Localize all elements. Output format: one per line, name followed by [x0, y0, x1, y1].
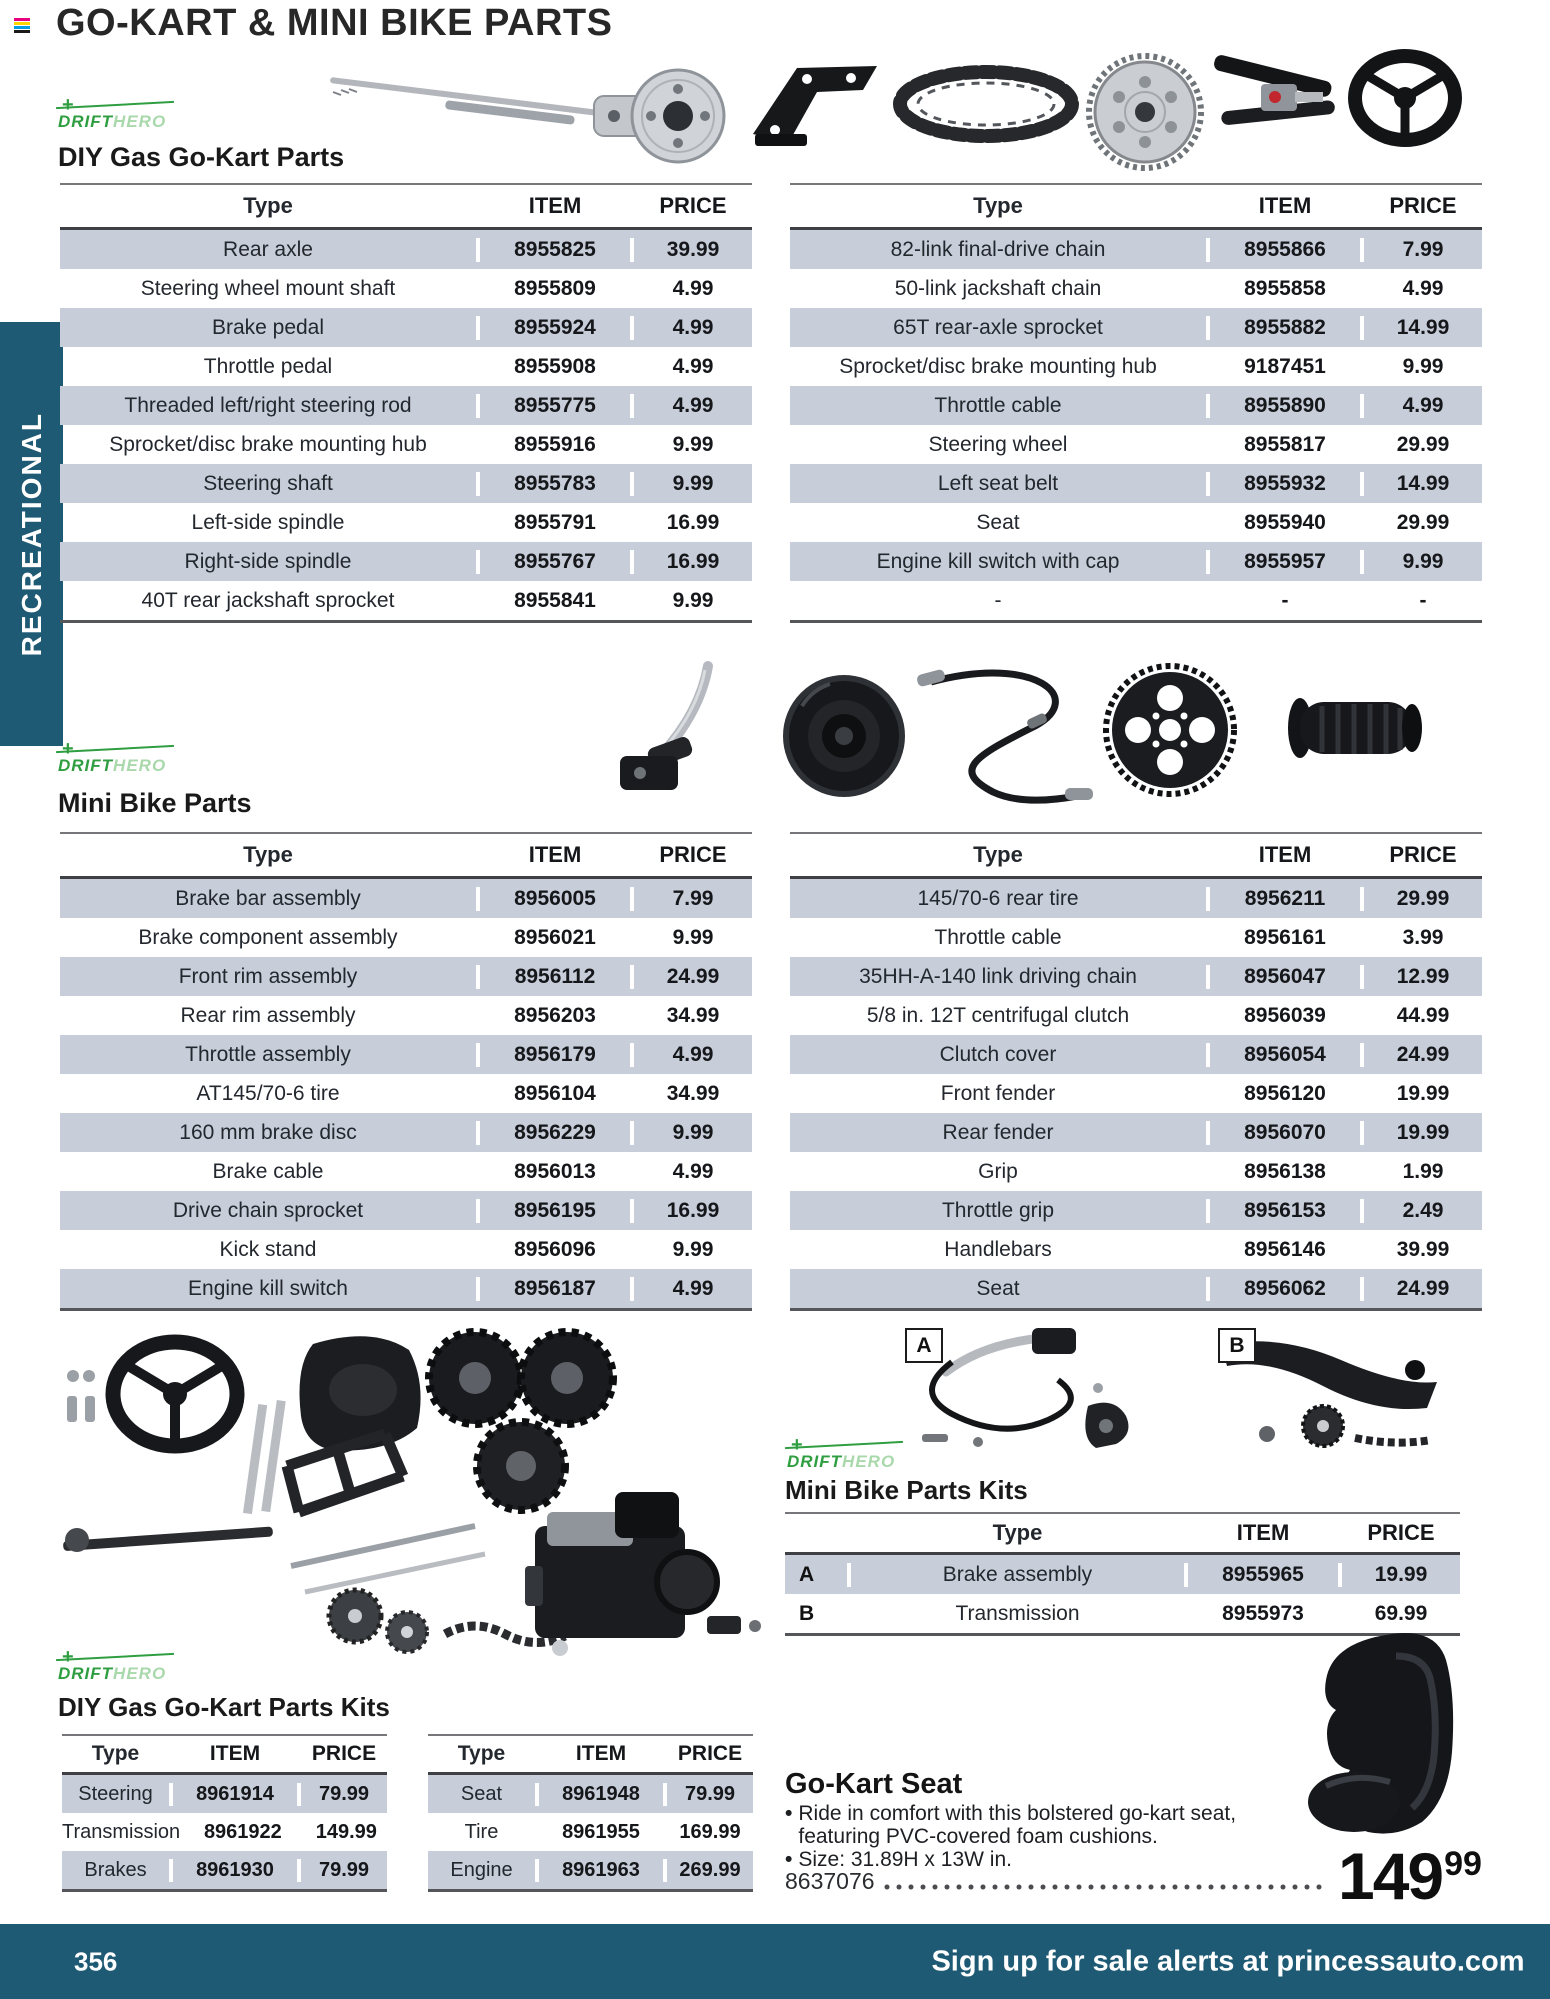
cell-price: 39.99 — [1360, 1238, 1482, 1262]
mini-parts-heading: Mini Bike Parts — [58, 788, 252, 818]
column-header-type: Type — [243, 842, 293, 867]
table-row — [790, 957, 1482, 996]
drifthero-logo: + DRIFTHERO — [58, 1664, 166, 1684]
cell-price: 29.99 — [1360, 433, 1482, 457]
table-row — [60, 918, 752, 957]
cell-type: Steering — [78, 1782, 153, 1805]
table-row — [790, 1191, 1482, 1230]
column-header-item: ITEM — [1184, 1520, 1338, 1546]
cell-item: 8956138 — [1206, 1160, 1360, 1184]
cell-type: Brake component assembly — [138, 925, 398, 949]
cell-type: Brake assembly — [942, 1562, 1093, 1586]
page-number: 356 — [74, 1946, 118, 1976]
table-row — [790, 503, 1482, 542]
cell-price: 9.99 — [630, 926, 752, 950]
column-header-item: ITEM — [1206, 193, 1360, 219]
cell-price: 79.99 — [297, 1859, 387, 1882]
cell-item: 8956104 — [476, 1082, 630, 1106]
cell-item: 8955908 — [476, 355, 630, 379]
cell-item: 8955791 — [476, 511, 630, 535]
logo-spark-icon: + — [62, 94, 75, 116]
cell-type: 40T rear jackshaft sprocket — [141, 588, 395, 612]
cell-item: 8955957 — [1206, 550, 1360, 574]
cell-price: 1.99 — [1360, 1160, 1482, 1184]
cell-item: 8955916 — [476, 433, 630, 457]
cell-item: 8955940 — [1206, 511, 1360, 535]
table-row — [790, 1113, 1482, 1152]
table-row — [60, 308, 752, 347]
column-header-item: ITEM — [476, 842, 630, 868]
cell-item: 8955775 — [476, 394, 630, 418]
cell-type: Steering wheel mount shaft — [140, 276, 396, 300]
cell-type: Right-side spindle — [184, 549, 352, 573]
cell-price: 9.99 — [630, 589, 752, 613]
grip-image — [1278, 670, 1434, 788]
cell-item: 8955825 — [476, 238, 630, 262]
cell-price: 24.99 — [630, 965, 752, 989]
table-row — [60, 1113, 752, 1152]
column-header-item: ITEM — [476, 193, 630, 219]
cell-type: Seat — [460, 1782, 503, 1805]
table-row — [790, 879, 1482, 918]
cell-price: 9.99 — [630, 433, 752, 457]
cell-price: 4.99 — [630, 1043, 752, 1067]
cell-item: 8956005 — [476, 887, 630, 911]
cell-type: Rear axle — [223, 237, 313, 261]
table-header — [785, 1512, 1460, 1555]
mini-kits-heading: Mini Bike Parts Kits — [785, 1475, 1028, 1505]
table-row — [60, 425, 752, 464]
cell-item: 9187451 — [1206, 355, 1360, 379]
cell-price: 29.99 — [1360, 887, 1482, 911]
table-row — [790, 996, 1482, 1035]
table-row — [785, 1555, 1460, 1594]
cell-item: 8955817 — [1206, 433, 1360, 457]
cell-item: 8956195 — [476, 1199, 630, 1223]
cell-type: 160 mm brake disc — [179, 1120, 357, 1144]
column-header-type: Type — [992, 1520, 1043, 1545]
table-row — [428, 1775, 753, 1813]
cell-type: Throttle cable — [934, 393, 1062, 417]
cell-price: 79.99 — [663, 1783, 753, 1806]
price-cents: 99 — [1444, 1845, 1482, 1883]
cell-type: 65T rear-axle sprocket — [893, 315, 1103, 339]
table-row — [790, 464, 1482, 503]
column-header-price: PRICE — [630, 842, 752, 868]
seat-belt-image — [1205, 50, 1345, 150]
table-row — [790, 1074, 1482, 1113]
cell-item: 8955783 — [476, 472, 630, 496]
column-header-type: Type — [91, 1742, 140, 1765]
column-header-price: PRICE — [1338, 1520, 1460, 1546]
table-row — [60, 269, 752, 308]
cell-item: 8956096 — [476, 1238, 630, 1262]
table-row — [60, 1230, 752, 1269]
column-header-item: ITEM — [1206, 842, 1360, 868]
cell-type: Rear rim assembly — [180, 1003, 356, 1027]
seat-item-line — [785, 1868, 1330, 1895]
print-registration-icon — [14, 18, 31, 35]
logo-spark-icon: + — [791, 1434, 804, 1456]
table-row — [60, 542, 752, 581]
cell-price: 29.99 — [1360, 511, 1482, 535]
cell-type: Transmission — [955, 1601, 1080, 1625]
section-tab-recreational — [0, 322, 63, 746]
table-row — [60, 347, 752, 386]
cell-type: Seat — [976, 510, 1020, 534]
cell-item: 8955973 — [1184, 1602, 1338, 1626]
cell-type: 50-link jackshaft chain — [894, 276, 1102, 300]
table-row — [790, 1230, 1482, 1269]
table-row — [428, 1813, 753, 1851]
throttle-cable-image — [915, 660, 1097, 810]
cell-type: Brake bar assembly — [175, 886, 361, 910]
cell-type: Kick stand — [219, 1237, 317, 1261]
cell-type: Steering shaft — [203, 471, 333, 495]
cell-item: 8955924 — [476, 316, 630, 340]
table-row — [790, 347, 1482, 386]
cell-type: Front rim assembly — [178, 964, 358, 988]
page-title: GO-KART & MINI BIKE PARTS — [56, 2, 613, 44]
cell-price: 24.99 — [1360, 1277, 1482, 1301]
cell-price: 4.99 — [1360, 277, 1482, 301]
footer-bar — [0, 1924, 1550, 1999]
kit-a-label: A — [905, 1328, 943, 1363]
column-header-type: Type — [973, 193, 1023, 218]
table-row — [60, 957, 752, 996]
cell-item: 8955890 — [1206, 394, 1360, 418]
table-row — [790, 269, 1482, 308]
table-row — [790, 230, 1482, 269]
dot-leader — [881, 1878, 1328, 1892]
cell-item: 8956229 — [476, 1121, 630, 1145]
cell-item: 8955841 — [476, 589, 630, 613]
footer-signup-text: Sign up for sale alerts at princessauto.com — [931, 1945, 1525, 1977]
diy-kits-table-left — [62, 1734, 387, 1892]
cell-item: 8961955 — [535, 1821, 663, 1844]
cell-price: 9.99 — [630, 472, 752, 496]
cell-type: Brake pedal — [211, 315, 325, 339]
section-tab-label: RECREATIONAL — [15, 411, 47, 657]
price-dollars: 149 — [1338, 1839, 1443, 1913]
column-header-type: Type — [457, 1742, 506, 1765]
cell-item: 8961914 — [169, 1783, 297, 1806]
cell-item: 8956039 — [1206, 1004, 1360, 1028]
seat-product-heading: Go-Kart Seat — [785, 1768, 963, 1800]
cell-price: 4.99 — [630, 277, 752, 301]
table-row — [60, 386, 752, 425]
cell-price: 14.99 — [1360, 316, 1482, 340]
cell-item: 8955767 — [476, 550, 630, 574]
table-row — [790, 386, 1482, 425]
table-row — [60, 464, 752, 503]
sprocket-image — [1085, 48, 1205, 176]
cell-type: Transmission — [62, 1820, 181, 1843]
cell-type: Drive chain sprocket — [172, 1198, 364, 1222]
cell-price: 4.99 — [1360, 394, 1482, 418]
column-header-item: ITEM — [169, 1742, 297, 1766]
cell-item: - — [1206, 589, 1360, 613]
diy-parts-table-left — [60, 183, 752, 623]
cell-item: 8956161 — [1206, 926, 1360, 950]
table-header — [790, 832, 1482, 879]
cell-item: 8956187 — [476, 1277, 630, 1301]
table-row — [60, 503, 752, 542]
table-row — [428, 1851, 753, 1889]
cell-price: 7.99 — [1360, 238, 1482, 262]
cell-item: 8956013 — [476, 1160, 630, 1184]
cell-item: 8961922 — [180, 1821, 301, 1844]
cell-type: Handlebars — [944, 1237, 1052, 1261]
kit-b-label: B — [1218, 1328, 1256, 1363]
cell-item: 8961963 — [535, 1859, 663, 1882]
cell-price: 3.99 — [1360, 926, 1482, 950]
cell-price: 16.99 — [630, 1199, 752, 1223]
column-header-price: PRICE — [297, 1742, 387, 1766]
rear-sprocket-image — [1098, 652, 1244, 810]
diy-kit-collage-image — [55, 1316, 770, 1676]
table-row — [60, 1074, 752, 1113]
table-row — [60, 996, 752, 1035]
cell-kit-label: B — [785, 1602, 851, 1626]
column-header-item: ITEM — [535, 1742, 663, 1766]
cell-type: Sprocket/disc brake mounting hub — [109, 432, 427, 456]
cell-type: Sprocket/disc brake mounting hub — [839, 354, 1157, 378]
cell-item: 8961930 — [169, 1859, 297, 1882]
cell-type: Throttle assembly — [185, 1042, 351, 1066]
mini-parts-table-left — [60, 832, 752, 1311]
cell-type: Brakes — [84, 1858, 147, 1881]
cell-price: 39.99 — [630, 238, 752, 262]
cell-price: 19.99 — [1338, 1563, 1460, 1587]
seat-price — [1338, 1838, 1480, 1914]
table-row — [790, 308, 1482, 347]
cell-price: 9.99 — [1360, 355, 1482, 379]
cell-item: 8956153 — [1206, 1199, 1360, 1223]
seat-item-number: 8637076 — [785, 1868, 875, 1894]
logo-spark-icon: + — [62, 738, 75, 760]
cell-price: 19.99 — [1360, 1121, 1482, 1145]
table-row — [62, 1813, 387, 1851]
cell-type: 145/70-6 rear tire — [917, 886, 1079, 910]
cell-type: Throttle grip — [941, 1198, 1055, 1222]
table-row — [62, 1851, 387, 1889]
cell-price: 9.99 — [1360, 550, 1482, 574]
cell-item: 8956203 — [476, 1004, 630, 1028]
cell-price: 4.99 — [630, 355, 752, 379]
cell-type: Grip — [978, 1159, 1018, 1183]
cell-item: 8956112 — [476, 965, 630, 989]
table-row — [60, 879, 752, 918]
column-header-type: Type — [243, 193, 293, 218]
drifthero-logo: + DRIFTHERO — [58, 112, 166, 132]
cell-item: 8956062 — [1206, 1277, 1360, 1301]
chain-image — [890, 58, 1082, 150]
cell-price: 2.49 — [1360, 1199, 1482, 1223]
cell-type: Left-side spindle — [191, 510, 345, 534]
steering-wheel-image — [1348, 48, 1464, 148]
cell-item: 8956211 — [1206, 887, 1360, 911]
cell-item: 8955932 — [1206, 472, 1360, 496]
gokart-seat-image — [1298, 1628, 1463, 1840]
cell-item: 8956047 — [1206, 965, 1360, 989]
cell-price: 9.99 — [630, 1121, 752, 1145]
column-header-price: PRICE — [663, 1742, 753, 1766]
cell-price: 19.99 — [1360, 1082, 1482, 1106]
table-header — [428, 1734, 753, 1775]
cell-item: 8955882 — [1206, 316, 1360, 340]
cell-item: 8956054 — [1206, 1043, 1360, 1067]
cell-type: Throttle cable — [934, 925, 1062, 949]
pedal-bracket-image — [745, 56, 885, 151]
mini-kits-table — [785, 1512, 1460, 1636]
cell-item: 8955858 — [1206, 277, 1360, 301]
cell-price: 4.99 — [630, 316, 752, 340]
cell-type: 5/8 in. 12T centrifugal clutch — [866, 1003, 1130, 1027]
cell-type: Seat — [976, 1276, 1020, 1300]
mini-parts-table-right — [790, 832, 1482, 1311]
table-header — [60, 832, 752, 879]
axle-flange-image — [590, 52, 730, 187]
cell-price: 24.99 — [1360, 1043, 1482, 1067]
cell-price: 34.99 — [630, 1082, 752, 1106]
cell-item: 8961948 — [535, 1783, 663, 1806]
cell-type: Brake cable — [212, 1159, 324, 1183]
table-row — [60, 1035, 752, 1074]
cell-price: 9.99 — [630, 1238, 752, 1262]
drifthero-logo: + DRIFTHERO — [787, 1452, 895, 1472]
table-row — [60, 1152, 752, 1191]
cell-price: 44.99 — [1360, 1004, 1482, 1028]
cell-item: 8956070 — [1206, 1121, 1360, 1145]
cell-type: Throttle pedal — [203, 354, 333, 378]
table-row — [60, 1191, 752, 1230]
table-row — [790, 1035, 1482, 1074]
cell-type: Clutch cover — [939, 1042, 1057, 1066]
cell-price: 149.99 — [302, 1821, 387, 1844]
cell-type: Steering wheel — [928, 432, 1068, 456]
cell-type: - — [994, 588, 1002, 612]
diy-parts-heading: DIY Gas Go-Kart Parts — [58, 142, 345, 172]
cell-price: 4.99 — [630, 1277, 752, 1301]
cell-item: 8955965 — [1184, 1563, 1338, 1587]
cell-item: 8956120 — [1206, 1082, 1360, 1106]
table-header — [60, 183, 752, 230]
cell-type: Engine — [450, 1858, 513, 1881]
cell-price: 4.99 — [630, 394, 752, 418]
diy-parts-table-right — [790, 183, 1482, 623]
cell-type: Engine kill switch — [188, 1276, 348, 1300]
brake-lever-image — [612, 658, 722, 808]
cell-price: 4.99 — [630, 1160, 752, 1184]
table-row — [790, 1269, 1482, 1308]
table-row — [790, 542, 1482, 581]
column-header-price: PRICE — [1360, 193, 1482, 219]
cell-type: Left seat belt — [937, 471, 1059, 495]
table-row — [790, 918, 1482, 957]
cell-price: 12.99 — [1360, 965, 1482, 989]
column-header-price: PRICE — [1360, 842, 1482, 868]
cell-type: Front fender — [940, 1081, 1056, 1105]
cell-item: 8955809 — [476, 277, 630, 301]
cell-price: 16.99 — [630, 511, 752, 535]
cell-item: 8956146 — [1206, 1238, 1360, 1262]
diy-kits-heading: DIY Gas Go-Kart Parts Kits — [58, 1692, 390, 1722]
column-header-price: PRICE — [630, 193, 752, 219]
cell-type: Tire — [464, 1820, 499, 1843]
table-row — [790, 581, 1482, 620]
seat-product-bullets — [785, 1802, 1265, 1871]
cell-item: 8956179 — [476, 1043, 630, 1067]
cell-item: 8956021 — [476, 926, 630, 950]
bullet-item: • Size: 31.89H x 13W in. — [785, 1848, 1265, 1871]
column-header-type: Type — [973, 842, 1023, 867]
diy-kits-table-right — [428, 1734, 753, 1892]
cell-price: 169.99 — [663, 1821, 753, 1844]
table-row — [60, 1269, 752, 1308]
logo-spark-icon: + — [62, 1646, 75, 1668]
bullet-item: • Ride in comfort with this bolstered go-kart seat, featuring PVC-covered foam cushions. — [785, 1802, 1265, 1848]
cell-price: 79.99 — [297, 1783, 387, 1806]
drifthero-logo: + DRIFTHERO — [58, 756, 166, 776]
table-row — [60, 581, 752, 620]
cell-price: 16.99 — [630, 550, 752, 574]
cell-price: 34.99 — [630, 1004, 752, 1028]
cell-type: Engine kill switch with cap — [876, 549, 1120, 573]
table-row — [790, 425, 1482, 464]
table-header — [790, 183, 1482, 230]
cell-type: 82-link final-drive chain — [890, 237, 1106, 261]
cell-type: AT145/70-6 tire — [196, 1081, 340, 1105]
cell-item: 8955866 — [1206, 238, 1360, 262]
cell-kit-label: A — [785, 1563, 851, 1587]
cell-price: - — [1360, 589, 1482, 613]
table-row — [790, 1152, 1482, 1191]
cell-type: 35HH-A-140 link driving chain — [859, 964, 1137, 988]
cell-price: 7.99 — [630, 887, 752, 911]
cell-type: Threaded left/right steering rod — [124, 393, 412, 417]
cell-price: 69.99 — [1338, 1602, 1460, 1626]
wheel-rim-image — [780, 660, 912, 812]
table-row — [62, 1775, 387, 1813]
table-row — [60, 230, 752, 269]
table-header — [62, 1734, 387, 1775]
cell-price: 269.99 — [663, 1859, 753, 1882]
cell-price: 14.99 — [1360, 472, 1482, 496]
cell-type: Rear fender — [942, 1120, 1054, 1144]
